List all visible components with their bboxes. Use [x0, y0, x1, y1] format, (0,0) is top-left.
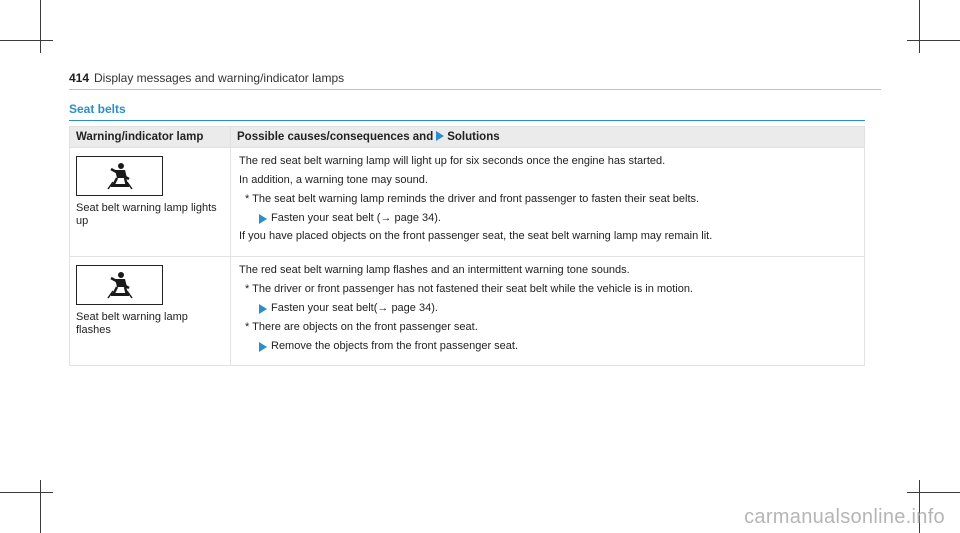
warning-lamp-table — [69, 126, 865, 366]
crop-mark — [0, 492, 53, 493]
note-text: If you have placed objects on the front passenger seat, the seat belt warning lamp may remain lit. — [239, 230, 713, 243]
step-arrow-icon — [259, 342, 267, 352]
lamp-cell — [70, 257, 231, 366]
watermark: carmanualsonline.info — [744, 506, 945, 528]
crop-mark — [40, 480, 41, 533]
cause-text: The red seat belt warning lamp will light up for six seconds once the engine has started. — [239, 155, 666, 167]
solution-step — [239, 301, 856, 316]
solution-step-text: Fasten your seat belt (→ page 34). — [271, 211, 441, 224]
crop-mark — [40, 0, 41, 53]
crop-mark — [919, 0, 920, 53]
column-header-solutions — [231, 127, 865, 148]
section-rule — [69, 120, 865, 121]
solution-step — [239, 339, 856, 354]
column-header-lamp: Warning/indicator lamp — [70, 127, 231, 148]
step-arrow-icon — [259, 304, 267, 314]
page-number: 414 — [69, 71, 90, 85]
lamp-label: Seat belt warning lamp lights up — [76, 202, 217, 227]
running-header: Display messages and warning/indicator lamps — [94, 71, 345, 85]
arrow-right-icon — [436, 131, 444, 141]
solution-step — [239, 211, 856, 226]
cause-bullet: * The seat belt warning lamp reminds the driver and front passenger to fasten their seat belts. — [245, 192, 700, 205]
crop-mark — [907, 492, 960, 493]
lamp-cell — [70, 148, 231, 257]
seat-belt-icon — [76, 265, 163, 305]
lamp-label: Seat belt warning lamp flashes — [76, 311, 188, 336]
column-header-solutions-suffix: Solutions — [447, 131, 500, 143]
crop-mark — [0, 40, 53, 41]
column-header-solutions-prefix: Possible causes/consequences and — [237, 131, 434, 143]
header-rule — [69, 89, 881, 90]
table-row — [70, 148, 865, 257]
table-header-row — [70, 127, 865, 148]
cause-bullet: * There are objects on the front passenger seat. — [245, 320, 478, 333]
step-arrow-icon — [259, 214, 267, 224]
section-title: Seat belts — [69, 102, 126, 116]
crop-mark — [907, 40, 960, 41]
solution-step-text: Fasten your seat belt(→ page 34). — [271, 301, 438, 314]
table-row — [70, 257, 865, 366]
cause-bullet: * The driver or front passenger has not fastened their seat belt while the vehicle is in motion. — [245, 283, 693, 296]
seat-belt-icon — [76, 156, 163, 196]
cause-text: In addition, a warning tone may sound. — [239, 173, 428, 186]
description-cell — [231, 257, 865, 366]
cause-text: The red seat belt warning lamp flashes and an intermittent warning tone sounds. — [239, 264, 630, 277]
solution-step-text: Remove the objects from the front passenger seat. — [271, 339, 519, 352]
description-cell — [231, 148, 865, 257]
